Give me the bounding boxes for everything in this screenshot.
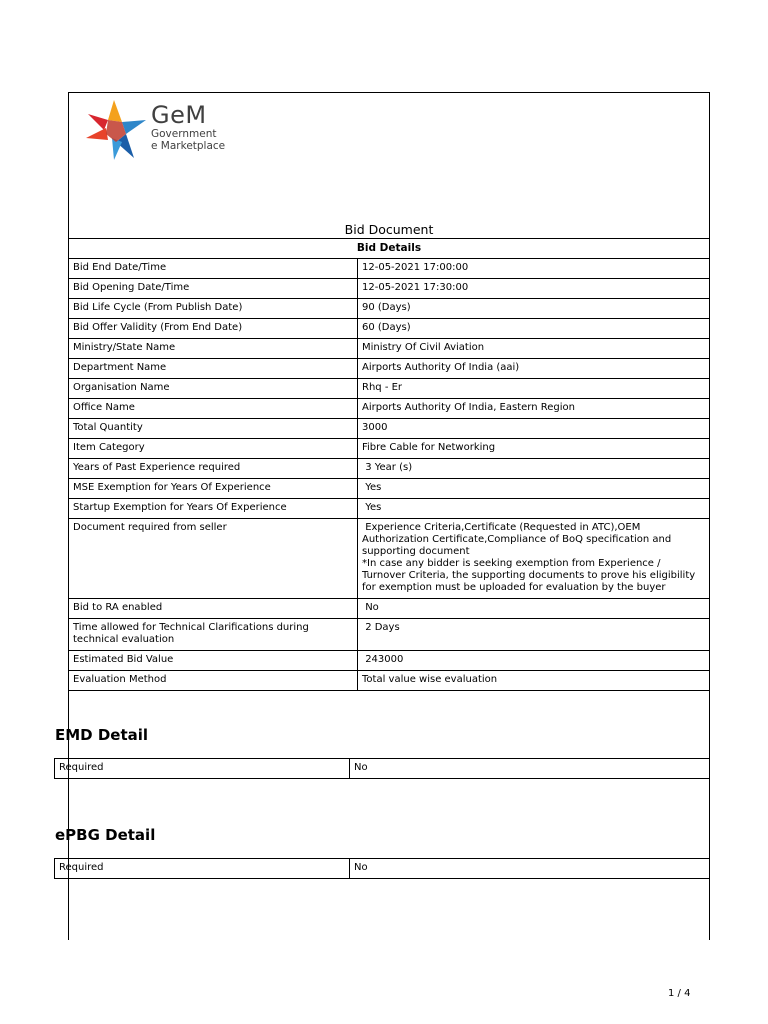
table-row — [69, 339, 710, 359]
bid-detail-label: Bid End Date/Time — [69, 259, 358, 279]
table-row — [69, 299, 710, 319]
bid-detail-value: No — [358, 599, 710, 619]
gem-star-icon — [84, 98, 148, 162]
table-row — [69, 379, 710, 399]
bid-detail-label: Years of Past Experience required — [69, 459, 358, 479]
emd-section-title: EMD Detail — [55, 726, 149, 744]
table-row — [69, 359, 710, 379]
page-number: 1 / 4 — [668, 988, 691, 999]
bid-detail-label: Bid Life Cycle (From Publish Date) — [69, 299, 358, 319]
bid-detail-value: Airports Authority Of India (aai) — [358, 359, 710, 379]
table-row — [69, 479, 710, 499]
bid-detail-label: Time allowed for Technical Clarifications during technical evaluation — [69, 619, 358, 651]
bid-detail-value: Ministry Of Civil Aviation — [358, 339, 710, 359]
bid-detail-value: Total value wise evaluation — [358, 671, 710, 691]
bid-detail-label: Startup Exemption for Years Of Experience — [69, 499, 358, 519]
bid-detail-label: Total Quantity — [69, 419, 358, 439]
bid-detail-label: Document required from seller — [69, 519, 358, 599]
bid-detail-label: Organisation Name — [69, 379, 358, 399]
bid-detail-value: 12-05-2021 17:00:00 — [358, 259, 710, 279]
emd-table — [54, 758, 710, 779]
bid-detail-value: 243000 — [358, 651, 710, 671]
bid-detail-value: Airports Authority Of India, Eastern Region — [358, 399, 710, 419]
bid-detail-value: Yes — [358, 479, 710, 499]
table-row — [69, 419, 710, 439]
frame-top-border — [68, 92, 710, 93]
bid-detail-value: 2 Days — [358, 619, 710, 651]
bid-detail-value: Rhq - Er — [358, 379, 710, 399]
bid-detail-value: 3 Year (s) — [358, 459, 710, 479]
bid-detail-label: Bid Offer Validity (From End Date) — [69, 319, 358, 339]
table-row — [69, 399, 710, 419]
bid-detail-value: 12-05-2021 17:30:00 — [358, 279, 710, 299]
table-row — [55, 759, 710, 779]
bid-detail-value: Experience Criteria,Certificate (Requested in ATC),OEM Authorization Certificate,Compliance of BoQ specification and supporting document *In case any bidder is seeking exemption from Experience / Turnover Criteria, the supporting documents to prove his eligibility for exemption must be uploaded for evaluation by the buyer — [358, 519, 710, 599]
bid-detail-label: Department Name — [69, 359, 358, 379]
bid-detail-label: Ministry/State Name — [69, 339, 358, 359]
logo-name: GeM — [151, 101, 207, 129]
bid-detail-value: 60 (Days) — [358, 319, 710, 339]
bid-detail-label: Estimated Bid Value — [69, 651, 358, 671]
bid-detail-label: Bid to RA enabled — [69, 599, 358, 619]
bid-detail-value: 90 (Days) — [358, 299, 710, 319]
emd-required-value: No — [350, 759, 710, 779]
logo-line2: e Marketplace — [151, 140, 226, 152]
table-row — [69, 279, 710, 299]
table-row — [69, 599, 710, 619]
table-row — [69, 619, 710, 651]
table-row — [69, 459, 710, 479]
bid-details-header: Bid Details — [69, 238, 709, 258]
table-row — [69, 439, 710, 459]
epbg-required-value: No — [350, 859, 710, 879]
gem-logo — [84, 98, 234, 162]
table-row — [69, 671, 710, 691]
bid-detail-label: Bid Opening Date/Time — [69, 279, 358, 299]
epbg-section-title: ePBG Detail — [55, 826, 156, 844]
bid-detail-label: MSE Exemption for Years Of Experience — [69, 479, 358, 499]
table-row — [69, 651, 710, 671]
document-title: Bid Document — [344, 222, 434, 237]
bid-detail-label: Evaluation Method — [69, 671, 358, 691]
bid-detail-label: Office Name — [69, 399, 358, 419]
bid-detail-value: Fibre Cable for Networking — [358, 439, 710, 459]
table-row — [69, 319, 710, 339]
table-row — [69, 259, 710, 279]
table-row — [69, 519, 710, 599]
logo-line1: Government — [151, 128, 217, 140]
epbg-table — [54, 858, 710, 879]
bid-details-table — [68, 258, 710, 691]
epbg-required-label: Required — [55, 859, 350, 879]
table-row — [55, 859, 710, 879]
bid-detail-label: Item Category — [69, 439, 358, 459]
bid-detail-value: Yes — [358, 499, 710, 519]
emd-required-label: Required — [55, 759, 350, 779]
table-row — [69, 499, 710, 519]
bid-detail-value: 3000 — [358, 419, 710, 439]
